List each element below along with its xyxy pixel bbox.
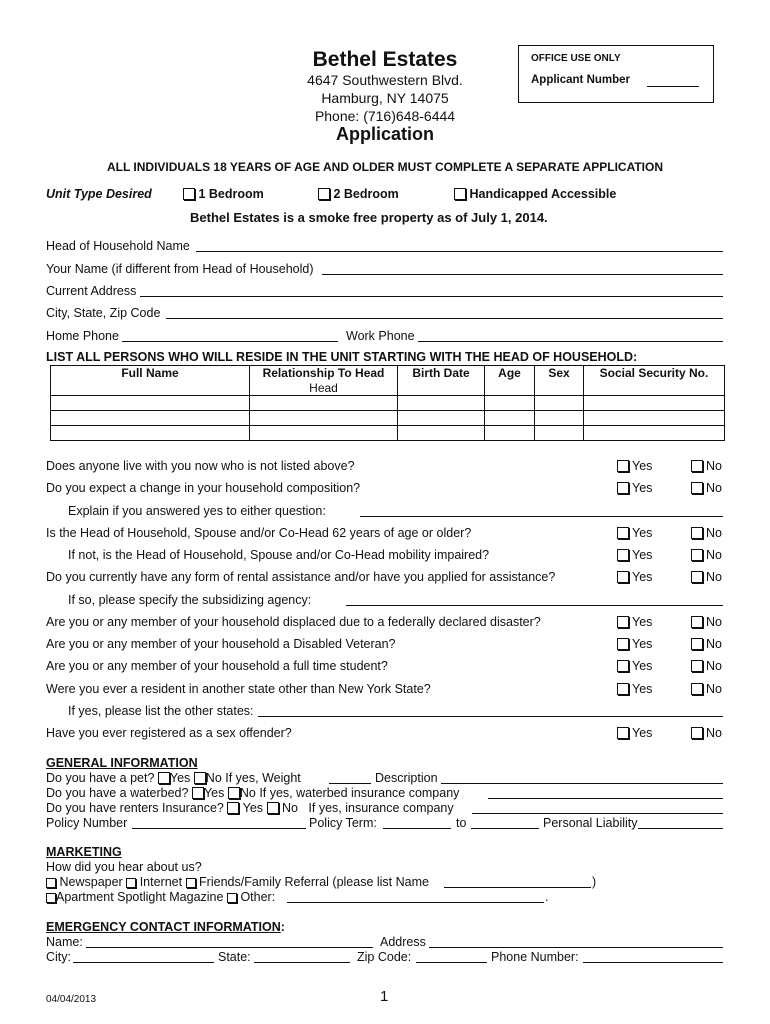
table-cell[interactable] [51,426,250,441]
checkbox-icon[interactable] [691,660,703,672]
emergency-zip-field[interactable] [416,962,487,963]
pet-row [46,771,301,785]
table-row [51,396,725,411]
marketing-heading: MARKETING [46,845,122,859]
checkbox-icon[interactable] [318,188,330,200]
question-veteran: Are you or any member of your household a Disabled Veteran? [46,637,396,651]
page-title: Application [336,124,434,144]
table-cell[interactable] [398,411,485,426]
no-label: No [706,659,722,673]
checkbox-icon[interactable] [617,527,629,539]
q6-no[interactable] [691,615,722,629]
renters-yes-label: Yes [242,801,264,815]
no-label: No [706,615,722,629]
checkbox-icon[interactable] [691,460,703,472]
pet-question: Do you have a pet? [46,771,155,785]
checkbox-icon[interactable] [194,772,206,784]
head-of-household-field[interactable] [196,251,723,252]
yes-label: Yes [632,570,653,584]
table-cell[interactable] [250,411,398,426]
table-cell[interactable] [485,411,535,426]
table-cell[interactable] [51,411,250,426]
property-address-line1: 4647 Southwestern Blvd. [307,72,463,88]
emergency-phone-field[interactable] [583,962,723,963]
question-household-change: Do you expect a change in your household composition? [46,481,361,495]
marketing-question: How did you hear about us? [46,860,202,874]
yes-label: Yes [632,726,653,740]
pet-yes-label: Yes [169,771,191,785]
pet-no-label: No [205,771,222,785]
checkbox-icon[interactable] [617,616,629,628]
home-phone-label: Home Phone [46,329,119,343]
q10-yes[interactable] [617,726,652,740]
q1-no[interactable] [691,459,722,473]
your-name-field[interactable] [322,274,723,275]
col-full-name: Full Name [51,366,250,381]
explain-field[interactable] [360,516,723,517]
pet-weight-field[interactable] [329,783,371,784]
q3-yes[interactable] [617,526,652,540]
other-end: . [545,890,549,904]
waterbed-question: Do you have a waterbed? [46,786,189,800]
table-cell[interactable] [535,426,584,441]
q9-no[interactable] [691,682,722,696]
internet-label: Internet [139,875,183,889]
checkbox-icon[interactable] [126,878,136,888]
pet-description-label: Description [375,771,438,785]
yes-label: Yes [632,637,653,651]
checkbox-icon[interactable] [454,188,466,200]
checkbox-icon[interactable] [617,727,629,739]
checkbox-icon[interactable] [617,549,629,561]
unit-option-2br[interactable] [318,187,399,201]
q2-yes[interactable] [617,481,652,495]
checkbox-icon[interactable] [617,638,629,650]
emergency-address-field[interactable] [429,947,723,948]
page-number: 1 [380,988,389,1005]
q7-yes[interactable] [617,637,652,651]
work-phone-label: Work Phone [346,329,415,343]
office-use-label: OFFICE USE ONLY [531,53,621,64]
checkbox-icon[interactable] [691,482,703,494]
question-age-62: Is the Head of Household, Spouse and/or Co-Head 62 years of age or older? [46,526,472,540]
q8-no[interactable] [691,659,722,673]
no-label: No [706,548,722,562]
emergency-state-label: State: [218,950,251,964]
emergency-heading [46,920,285,934]
checkbox-icon[interactable] [691,549,703,561]
table-cell[interactable] [398,396,485,411]
applicant-number-field[interactable] [647,86,699,87]
yes-label: Yes [632,459,653,473]
other-label: Other: [240,890,276,904]
other-states-field[interactable] [258,716,723,717]
general-info-heading: GENERAL INFORMATION [46,756,198,770]
table-cell[interactable] [398,381,485,396]
emergency-heading-text: EMERGENCY CONTACT INFORMATION [46,920,281,934]
yes-label: Yes [632,682,653,696]
renters-company-label: If yes, insurance company [308,801,454,815]
q6-yes[interactable] [617,615,652,629]
emergency-city-field[interactable] [73,962,214,963]
no-label: No [706,481,722,495]
table-cell[interactable] [51,396,250,411]
personal-liability-label: Personal Liability [543,816,638,830]
col-age: Age [485,366,535,381]
checkbox-icon[interactable] [267,802,279,814]
waterbed-row [46,786,459,800]
waterbed-company-label: If yes, waterbed insurance company [259,786,460,800]
policy-term-end-field[interactable] [471,828,539,829]
checkbox-icon[interactable] [228,787,240,799]
no-label: No [706,526,722,540]
newspaper-label: Newspaper [59,875,123,889]
table-cell[interactable] [535,381,584,396]
yes-label: Yes [632,615,653,629]
table-cell[interactable] [250,396,398,411]
household-table [50,365,725,441]
no-label: No [706,570,722,584]
checkbox-icon[interactable] [186,878,196,888]
current-address-field[interactable] [140,296,723,297]
explain-label: Explain if you answered yes to either question: [68,504,326,518]
work-phone-field[interactable] [418,341,723,342]
referral-label: Friends/Family Referral (please list Name [199,875,429,889]
table-cell[interactable] [485,396,535,411]
q4-yes[interactable] [617,548,652,562]
checkbox-icon[interactable] [691,527,703,539]
renters-no-label: No [282,801,298,815]
table-cell[interactable]: Head [250,381,398,396]
property-address-line2: Hamburg, NY 14075 [321,90,449,106]
policy-term-start-field[interactable] [383,828,451,829]
unit-option-1br-label: 1 Bedroom [198,187,264,201]
unit-option-2br-label: 2 Bedroom [333,187,399,201]
office-use-box [518,45,714,103]
emergency-state-field[interactable] [254,962,350,963]
no-label: No [706,682,722,696]
home-phone-field[interactable] [122,341,338,342]
q3-no[interactable] [691,526,722,540]
checkbox-icon[interactable] [617,460,629,472]
yes-label: Yes [632,526,653,540]
footer-date: 04/04/2013 [46,994,97,1005]
checkbox-icon[interactable] [617,660,629,672]
table-cell[interactable] [584,396,725,411]
referral-close-paren: ) [592,875,597,889]
head-of-household-label: Head of Household Name [46,239,190,253]
emergency-city-label: City: [46,950,71,964]
checkbox-icon[interactable] [227,893,237,903]
q5-yes[interactable] [617,570,652,584]
table-row [51,411,725,426]
table-cell[interactable] [485,426,535,441]
checkbox-icon[interactable] [691,638,703,650]
unit-option-1br[interactable] [183,187,264,201]
checkbox-icon[interactable] [617,683,629,695]
marketing-row-1 [46,875,429,889]
emergency-heading-colon: : [280,920,285,934]
checkbox-icon[interactable] [691,616,703,628]
your-name-label: Your Name (if different from Head of Household) [46,262,314,276]
personal-liability-field[interactable] [638,828,723,829]
policy-term-to: to [456,816,467,830]
smoke-free-notice: Bethel Estates is a smoke free property as of July 1, 2014. [190,210,548,225]
other-states-label: If yes, please list the other states: [68,704,254,718]
current-address-label: Current Address [46,284,137,298]
no-label: No [706,726,722,740]
no-label: No [706,637,722,651]
table-cell[interactable] [584,426,725,441]
unit-option-accessible[interactable] [454,187,616,201]
renters-row [46,801,454,815]
table-cell[interactable] [485,381,535,396]
table-cell[interactable] [398,426,485,441]
q4-no[interactable] [691,548,722,562]
emergency-zip-label: Zip Code: [357,950,412,964]
checkbox-icon[interactable] [617,482,629,494]
table-cell[interactable] [535,411,584,426]
age-notice: ALL INDIVIDUALS 18 YEARS OF AGE AND OLDER MUST COMPLETE A SEPARATE APPLICATION [106,160,664,174]
renters-company-field[interactable] [472,813,723,814]
question-sex-offender: Have you ever registered as a sex offender? [46,726,292,740]
question-displaced: Are you or any member of your household displaced due to a federally declared disaster? [46,615,541,629]
q7-no[interactable] [691,637,722,651]
referral-name-field[interactable] [444,887,591,888]
checkbox-icon[interactable] [183,188,195,200]
unit-type-label: Unit Type Desired [46,187,152,201]
q2-no[interactable] [691,481,722,495]
table-row [51,426,725,441]
waterbed-no-label: No [239,786,256,800]
no-label: No [706,459,722,473]
checkbox-icon[interactable] [46,878,56,888]
checkbox-icon[interactable] [691,727,703,739]
emergency-name-label: Name: [46,935,83,949]
table-cell[interactable] [584,411,725,426]
policy-number-field[interactable] [132,828,306,829]
checkbox-icon[interactable] [691,571,703,583]
applicant-number-label: Applicant Number [531,74,631,86]
agency-field[interactable] [346,605,723,606]
table-row [51,381,725,396]
q8-yes[interactable] [617,659,652,673]
col-relationship: Relationship To Head [250,366,398,381]
policy-number-label: Policy Number [46,816,128,830]
household-header-row [51,366,725,381]
agency-label: If so, please specify the subsidizing agency: [68,593,312,607]
col-birth-date: Birth Date [398,366,485,381]
q1-yes[interactable] [617,459,652,473]
yes-label: Yes [632,548,653,562]
checkbox-icon[interactable] [227,802,239,814]
emergency-address-label: Address [380,935,426,949]
checkbox-icon[interactable] [192,787,204,799]
checkbox-icon[interactable] [158,772,170,784]
pet-weight-label: If yes, Weight [225,771,301,785]
emergency-name-field[interactable] [86,947,373,948]
question-rental-assistance: Do you currently have any form of rental assistance and/or have you applied for assistance? [46,570,556,584]
col-ssn: Social Security No. [584,366,725,381]
apartment-spotlight-label: Apartment Spotlight Magazine [56,890,224,904]
unit-option-accessible-label: Handicapped Accessible [469,187,617,201]
waterbed-company-field[interactable] [488,798,723,799]
question-mobility: If not, is the Head of Household, Spouse and/or Co-Head mobility impaired? [68,548,490,562]
city-state-zip-field[interactable] [166,318,723,319]
question-other-state: Were you ever a resident in another state other than New York State? [46,682,431,696]
checkbox-icon[interactable] [691,683,703,695]
marketing-row-2 [46,890,275,904]
col-sex: Sex [535,366,584,381]
q5-no[interactable] [691,570,722,584]
yes-label: Yes [632,481,653,495]
other-source-field[interactable] [287,902,544,903]
checkbox-icon[interactable] [617,571,629,583]
household-heading: LIST ALL PERSONS WHO WILL RESIDE IN THE UNIT STARTING WITH THE HEAD OF HOUSEHOLD: [46,350,638,364]
pet-description-field[interactable] [441,783,723,784]
waterbed-yes-label: Yes [203,786,225,800]
policy-term-label: Policy Term: [309,816,377,830]
q10-no[interactable] [691,726,722,740]
table-cell[interactable] [51,381,250,396]
renters-question: Do you have renters Insurance? [46,801,224,815]
table-cell[interactable] [535,396,584,411]
table-cell[interactable] [584,381,725,396]
question-unlisted-resident: Does anyone live with you now who is not listed above? [46,459,355,473]
property-title: Bethel Estates [312,48,458,71]
checkbox-icon[interactable] [46,893,56,903]
emergency-phone-label: Phone Number: [491,950,579,964]
property-phone: Phone: (716)648-6444 [314,108,456,124]
yes-label: Yes [632,659,653,673]
question-student: Are you or any member of your household a full time student? [46,659,388,673]
table-cell[interactable] [250,426,398,441]
city-state-zip-label: City, State, Zip Code [46,306,161,320]
q9-yes[interactable] [617,682,652,696]
